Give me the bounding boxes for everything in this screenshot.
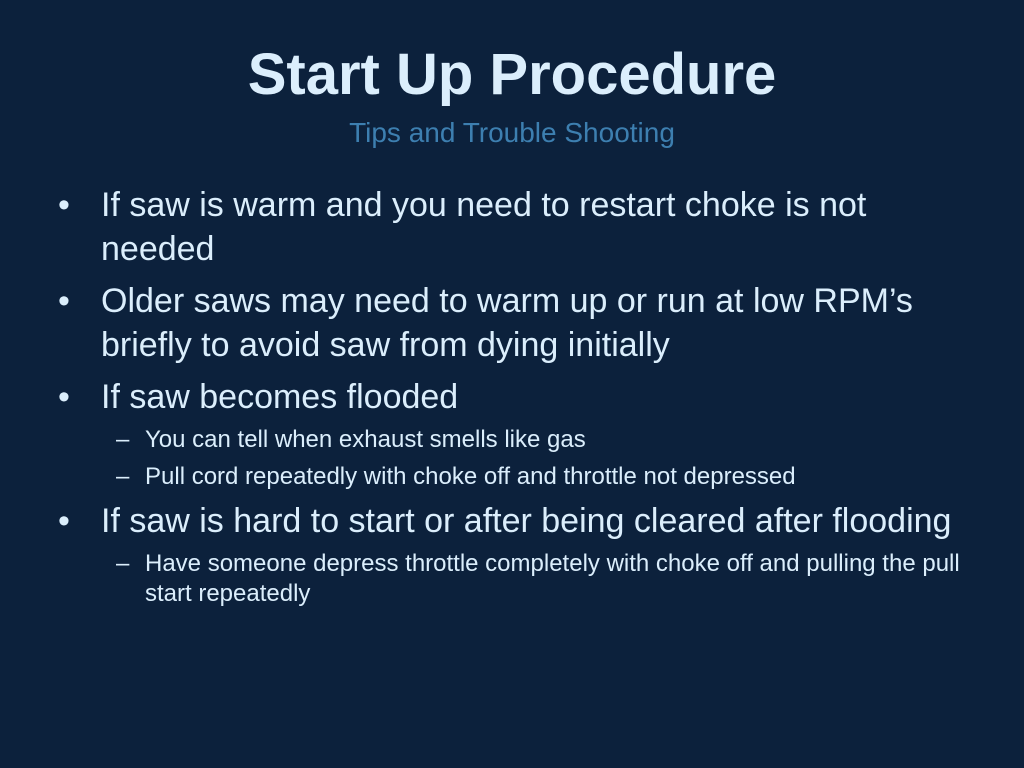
slide-subtitle: Tips and Trouble Shooting	[349, 117, 675, 148]
bullet-text: If saw is hard to start or after being cleared after flooding	[101, 502, 952, 540]
sub-bullet-item	[116, 549, 978, 609]
sub-bullet-item	[116, 425, 978, 455]
bullet-marker: •	[58, 282, 70, 320]
sub-bullet-list	[116, 425, 978, 492]
sub-bullet-list	[116, 549, 978, 609]
bullet-marker: •	[58, 186, 70, 224]
sub-bullet-marker: –	[116, 463, 130, 490]
sub-bullet-text: You can tell when exhaust smells like gas	[145, 426, 586, 453]
bullet-text: Older saws may need to warm up or run at low RPM’s briefly to avoid saw from dying initially	[101, 282, 913, 364]
slide-title: Start Up Procedure	[247, 42, 777, 107]
sub-bullet-text: Pull cord repeatedly with choke off and throttle not depressed	[145, 463, 796, 490]
bullet-item	[58, 279, 978, 367]
sub-bullet-marker: –	[116, 550, 130, 577]
bullet-text: If saw becomes flooded	[101, 378, 459, 416]
bullet-marker: •	[58, 378, 70, 416]
bullet-item	[58, 375, 978, 419]
bullet-item	[58, 183, 978, 271]
bullet-text: If saw is warm and you need to restart choke is not needed	[101, 186, 867, 268]
sub-bullet-marker: –	[116, 426, 130, 453]
bullet-list	[58, 183, 978, 616]
bullet-item	[58, 499, 978, 543]
sub-bullet-item	[116, 462, 978, 492]
sub-bullet-text: Have someone depress throttle completely with choke off and pulling the pull start repeatedly	[145, 550, 960, 607]
bullet-marker: •	[58, 502, 70, 540]
